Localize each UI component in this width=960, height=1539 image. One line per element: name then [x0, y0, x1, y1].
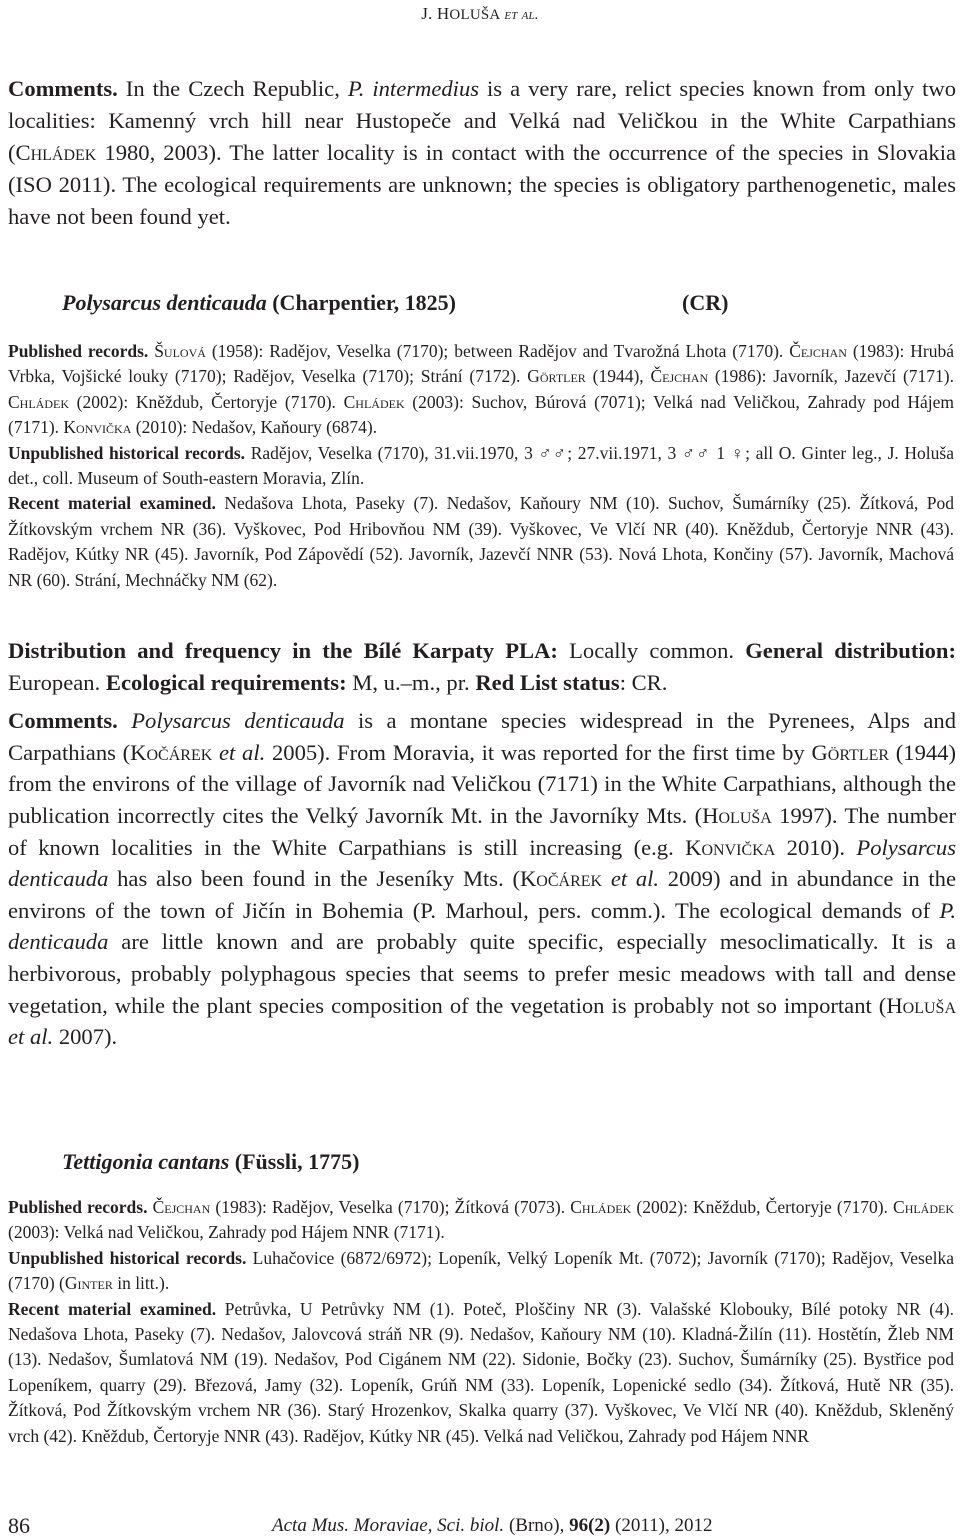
text: Nedašova Lhota, Paseky (7). Nedašov, Kaňoury NM (10). Suchov, Šumárníky (25). Žítková, Pod Žítkovským vrchem NR (36). Vyškovec, Pod Hribovňou NM (39). Vyškovec, Ve Vlčí NR (40). Kněždub, Čertoryje NNR (43). Radějov, Kútky NR (45). Javorník, Pod Zápovědí (52). Javorník, Jazevčí NNR (53). Nová Lhota, Končiny (57). Javorník, Machová NR (60). Strání, Mechnáčky NM (62). [8, 493, 954, 590]
et-al: et al. [8, 1024, 54, 1050]
journal-volume: 96(2) [569, 1515, 611, 1536]
text: : CR. [619, 669, 668, 695]
text: (2011), 2012 [610, 1515, 713, 1536]
text: Luhačovice (6872/6972); Lopeník, Velký Lopeník Mt. (7072); Javorník (7170); Radějov, Veselka (7170) ( [8, 1247, 954, 1294]
text: are little known and are probably quite specific, especially mesoclimatically. It is a herbivorous, probably polyphagous species that seems to prefer mesic meadows with tall and dense vegetation, while the plant species composition of the vegetation is probably not so important ( [8, 929, 956, 1018]
text: (1958): Radějov, Veselka (7170); between Radějov and Tvarožná Lhota (7170). [205, 341, 790, 361]
published-records [8, 1195, 954, 1246]
published-records [8, 339, 954, 441]
text: (1983): Hrubá Vrbka, Vojšické louky (7170); Radějov, Veselka (7170); Strání (7172). [8, 341, 954, 387]
text: (2010): Nedašov, Kaňoury (6874). [131, 417, 378, 438]
text: (2003): Suchov, Búrová (7071); Velká nad Veličkou, Zahrady pod Hájem (7171). [8, 391, 954, 438]
comments-intermedius [8, 73, 956, 233]
text: 2009) and in abundance in the environs of the town of Jičín in Bohemia (P. Marhoul, pers. comm.). The ecological demands of [8, 866, 956, 923]
text: Locally common. [557, 638, 746, 663]
text: Radějov, Veselka (7170), 31.vii.1970, 3 ♂♂; 27.vii.1971, 3 ♂♂ 1 ♀; all O. Ginter leg., J. Holuša det., coll. Museum of South-eastern Moravia, Zlín. [8, 442, 954, 489]
author-citation: Chládek [8, 391, 69, 412]
unpublished-records [8, 1246, 954, 1297]
running-head-author: OLUŠA [449, 7, 501, 23]
recent-material [8, 1297, 954, 1449]
species-name: Polysarcus denticauda [131, 708, 345, 734]
author-citation: Chládek [343, 391, 405, 412]
published-records-label: Published records. [8, 341, 149, 361]
tettigonia-records [8, 1195, 954, 1449]
author-citation: Čejchan [789, 341, 847, 361]
author-citation: Šulová [154, 341, 206, 361]
species-name: P. intermedius [347, 76, 480, 101]
text: 2005). From Moravia, it was reported for the first time by [265, 739, 812, 765]
redlist-status-badge: (CR) [682, 290, 729, 315]
text: 1997). The number of known localities in the White Carpathians is still increasing (e.g. [8, 802, 956, 860]
species-name: Tettigonia cantans [62, 1149, 230, 1174]
published-records-label: Published records. [8, 1197, 148, 1217]
running-head-author-initial: J. H [421, 4, 450, 23]
polysarcus-comments [8, 705, 956, 1053]
author-citation: Chládek [15, 140, 97, 165]
text: (2002): Kněždub, Čertoryje (7170). [631, 1197, 894, 1217]
species-name: Polysarcus denticauda [62, 290, 267, 315]
text: European. [8, 669, 106, 695]
text: Petrůvka, U Petrůvky NM (1). Poteč, Ploščiny NR (3). Valašské Klobouky, Bílé potoky NR (4). Nedašova Lhota, Paseky (7). Nedašov, Jalovcová stráň NR (9). Nedašov, Kaňoury NM (10). Kladná-Žilín (11). Hostětín, Žleb NM (13). Nedašov, Šumlatová NM (19). Nedašov, Pod Cigánem NM (22). Sidonie, Bočky (23). Suchov, Šumárníky (25). Bystřice pod Lopeníkem, quarry (29). Březová, Jamy (32). Lopeník, Grúň NM (33). Lopeník, Lopenické sedlo (34). Žítková, Hutě NR (35). Žítková, Pod Žítkovským vrchem NR (36). Starý Hrozenkov, Skalka quarry (37). Vyškovec, Ve Vlčí NR (40). Kněždub, Skleněný vrch (42). Kněždub, Čertoryje NNR (43). Radějov, Kútky NR (45). Velká nad Veličkou, Zahrady pod Hájem NNR [8, 1298, 954, 1446]
author-citation: Konvička [685, 834, 776, 860]
text: (1986): Javorník, Jazevčí (7171). [708, 366, 954, 387]
distribution-label: Distribution and frequency in the Bílé Karpaty PLA: [8, 638, 558, 663]
text: is a montane species widespread in the Pyrenees, Alps and Carpathians ( [8, 708, 956, 765]
ecological-requirements-label: Ecological requirements: [105, 669, 347, 695]
author-citation: Görtler [527, 366, 586, 387]
running-head-etal: et al. [500, 7, 539, 23]
running-head [0, 4, 960, 24]
species-name: P. denticauda [8, 897, 956, 955]
author-citation: Chládek [570, 1197, 632, 1217]
author-citation: Holuša [886, 992, 956, 1018]
author-citation: Chládek [893, 1197, 955, 1217]
comments-label: Comments. [8, 76, 118, 101]
journal-name: Acta Mus. Moraviae, Sci. biol. [272, 1515, 505, 1536]
text: has also been found in the Jeseníky Mts. ( [108, 866, 520, 892]
author-citation: Čejchan [650, 366, 709, 387]
text: (Brno), [504, 1515, 570, 1536]
text: In the Czech Republic, [117, 76, 348, 101]
recent-material-label: Recent material examined. [8, 1298, 217, 1319]
text: 1980, 2003). The latter locality is in contact with the occurrence of the species in Slovakia (ISO 2011). The ecological requirements are unknown; the species is obligatory parthenogenetic, males have not been found yet. [8, 140, 956, 229]
et-al: et al. [219, 739, 266, 765]
species-name: Polysarcus denticauda [8, 834, 956, 892]
text: (1944), [585, 366, 651, 387]
redlist-label: Red List status [475, 669, 620, 695]
page-number: 86 [8, 1513, 30, 1538]
text: (2002): Kněždub, Čertoryje (7170). [69, 391, 344, 412]
unpublished-records [8, 441, 954, 492]
text: is a very rare, relict species known from only two localities: Kamenný vrch hill near Hustopeče and Velká nad Veličkou in the White Carpathians ( [8, 76, 956, 165]
recent-material-label: Recent material examined. [8, 493, 216, 514]
polysarcus-distribution [8, 635, 956, 1053]
text: (1944) from the environs of the village of Javorník nad Veličkou (7171) in the White Carpathians, although the publication incorrectly cites the Velký Javorník Mt. in the Javorníky Mts. ( [8, 739, 956, 828]
recent-material [8, 491, 954, 593]
species-heading-polysarcus [62, 290, 456, 316]
species-heading-tettigonia [62, 1149, 359, 1175]
text: (1983): Radějov, Veselka (7170); Žítková (7073). [210, 1197, 571, 1217]
author-citation: Kočárek [519, 866, 603, 892]
species-author: (Charpentier, 1825) [266, 290, 456, 315]
author-citation: Holuša [702, 802, 772, 828]
unpublished-records-label: Unpublished historical records. [8, 442, 246, 463]
author-citation: Kočárek [130, 739, 213, 765]
comments-label: Comments. [8, 708, 118, 734]
author-citation: Čejchan [152, 1197, 211, 1217]
text: 2007). [53, 1024, 118, 1050]
species-author: (Füssli, 1775) [229, 1149, 360, 1174]
polysarcus-records [8, 339, 954, 593]
journal-citation [272, 1515, 712, 1537]
text: (2003): Velká nad Veličkou, Zahrady pod Hájem NNR (7171). [8, 1222, 445, 1243]
unpublished-records-label: Unpublished historical records. [8, 1247, 247, 1268]
author-citation: Ginter [64, 1273, 113, 1294]
text: M, u.–m., pr. [346, 669, 476, 695]
author-citation: Görtler [811, 739, 890, 765]
et-al: et al. [610, 866, 660, 892]
text: in litt.). [112, 1273, 170, 1294]
text: 2010). [775, 834, 857, 860]
author-citation: Konvička [63, 417, 132, 438]
general-distribution-label: General distribution: [745, 638, 957, 663]
